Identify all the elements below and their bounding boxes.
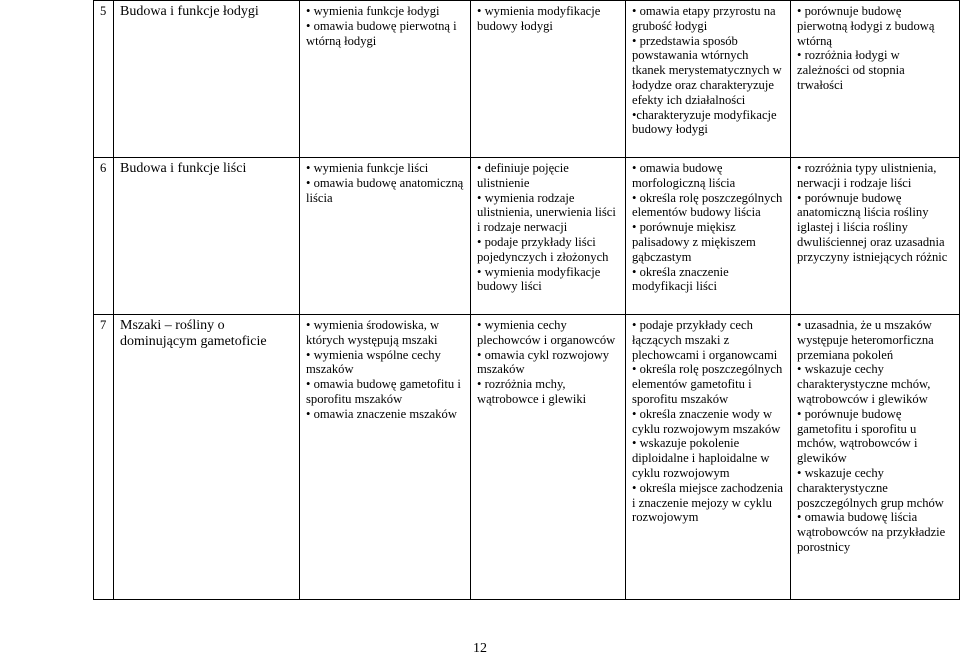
list-item: • wymienia rodzaje ulistnienia, unerwienia liści i rodzaje nerwacji (477, 190, 616, 235)
list-item: • podaje przykłady cech łączących mszaki z plechowcami i organowcami (632, 318, 778, 362)
list-item: • uzasadnia, że u mszaków występuje heteromorficzna przemiana pokoleń (797, 318, 934, 362)
lesson-number: 5 (94, 1, 114, 158)
list-item: • omawia budowę gametofitu i sporofitu mszaków (306, 377, 461, 406)
list-item: • omawia budowę morfologiczną liścia (632, 161, 736, 190)
requirements-level-1 (300, 158, 471, 315)
requirements-level-3 (626, 1, 791, 158)
lesson-topic-text: Mszaki – rośliny o dominującym gametoficie (120, 318, 267, 349)
list-item: • omawia budowę pierwotną i wtórną łodygi (306, 18, 457, 48)
requirements-level-4 (791, 1, 960, 158)
list-item: • wymienia środowiska, w których występują mszaki (306, 318, 440, 347)
list-item: • porównuje budowę anatomiczną liścia rośliny iglastej i liścia rośliny dwuliściennej oraz uzasadnia przyczyny istniejących różnic (797, 190, 948, 264)
list-item: • omawia znaczenie mszaków (306, 406, 457, 421)
list-item: • rozróżnia łodygi w zależności od stopnia trwałości (797, 48, 905, 92)
list-item: • określa miejsce zachodzenia i znaczenie mejozy w cyklu rozwojowym (632, 480, 783, 525)
lesson-topic-text: Budowa i funkcje łodygi (120, 4, 259, 19)
list-item: • określa rolę poszczególnych elementów budowy liścia (632, 190, 783, 220)
lesson-topic (114, 158, 300, 315)
list-item: • wymienia cechy plechowców i organowców (477, 318, 616, 347)
requirements-level-1 (300, 1, 471, 158)
list-item: • wymienia modyfikacje budowy liści (477, 264, 601, 294)
list-item: • wymienia modyfikacje budowy łodygi (477, 4, 601, 33)
list-item: • wskazuje pokolenie diploidalne i haploidalne w cyklu rozwojowym (632, 436, 770, 480)
list-item: • definiuje pojęcie ulistnienie (477, 161, 569, 190)
lesson-number: 7 (94, 315, 114, 600)
table-row (94, 1, 960, 158)
list-item: • omawia budowę anatomiczną liścia (306, 175, 464, 205)
table-row (94, 158, 960, 315)
list-item: • określa znaczenie modyfikacji liści (632, 264, 729, 294)
list-item: • określa rolę poszczególnych elementów gametofitu i sporofitu mszaków (632, 362, 783, 406)
table-row (94, 315, 960, 600)
lesson-number: 6 (94, 158, 114, 315)
list-item: • rozróżnia typy ulistnienia, nerwacji i rodzaje liści (797, 161, 937, 190)
list-item: • wskazuje cechy charakterystyczne poszczególnych grup mchów (797, 465, 944, 510)
list-item: • rozróżnia mchy, wątrobowce i glewiki (477, 377, 587, 406)
lesson-topic (114, 315, 300, 600)
requirements-level-2 (471, 315, 626, 600)
lesson-topic (114, 1, 300, 158)
list-item: • podaje przykłady liści pojedynczych i złożonych (477, 234, 609, 264)
requirements-level-4 (791, 315, 960, 600)
requirements-level-1 (300, 315, 471, 600)
page-number: 12 (473, 641, 487, 656)
list-item: • porównuje budowę gametofitu i sporofitu u mchów, wątrobowców i glewików (797, 406, 918, 466)
list-item: •charakteryzuje modyfikacje budowy łodygi (632, 107, 777, 137)
requirements-level-2 (471, 1, 626, 158)
requirements-level-3 (626, 315, 791, 600)
list-item: • omawia cykl rozwojowy mszaków (477, 347, 610, 377)
requirements-level-4 (791, 158, 960, 315)
requirements-table (93, 0, 960, 600)
list-item: • omawia etapy przyrostu na grubość łodygi (632, 4, 776, 33)
list-item: • określa znaczenie wody w cyklu rozwojowym mszaków (632, 406, 781, 436)
list-item: • wymienia funkcje łodygi (306, 4, 440, 18)
list-item: • porównuje budowę pierwotną łodygi z budową wtórną (797, 4, 935, 48)
list-item: • wskazuje cechy charakterystyczne mchów, wątrobowców i glewików (797, 362, 931, 406)
list-item: • wymienia funkcje liści (306, 161, 429, 175)
list-item: • porównuje miękisz palisadowy z miękiszem gąbczastym (632, 220, 756, 264)
list-item: • wymienia wspólne cechy mszaków (306, 347, 441, 377)
lesson-topic-text: Budowa i funkcje liści (120, 161, 247, 176)
list-item: • omawia budowę liścia wątrobowców na przykładzie porostnicy (797, 510, 946, 554)
requirements-level-2 (471, 158, 626, 315)
requirements-level-3 (626, 158, 791, 315)
list-item: • przedstawia sposób powstawania wtórnych tkanek merystematycznych w łodydze oraz charakteryzuje efekty ich działalności (632, 33, 782, 107)
